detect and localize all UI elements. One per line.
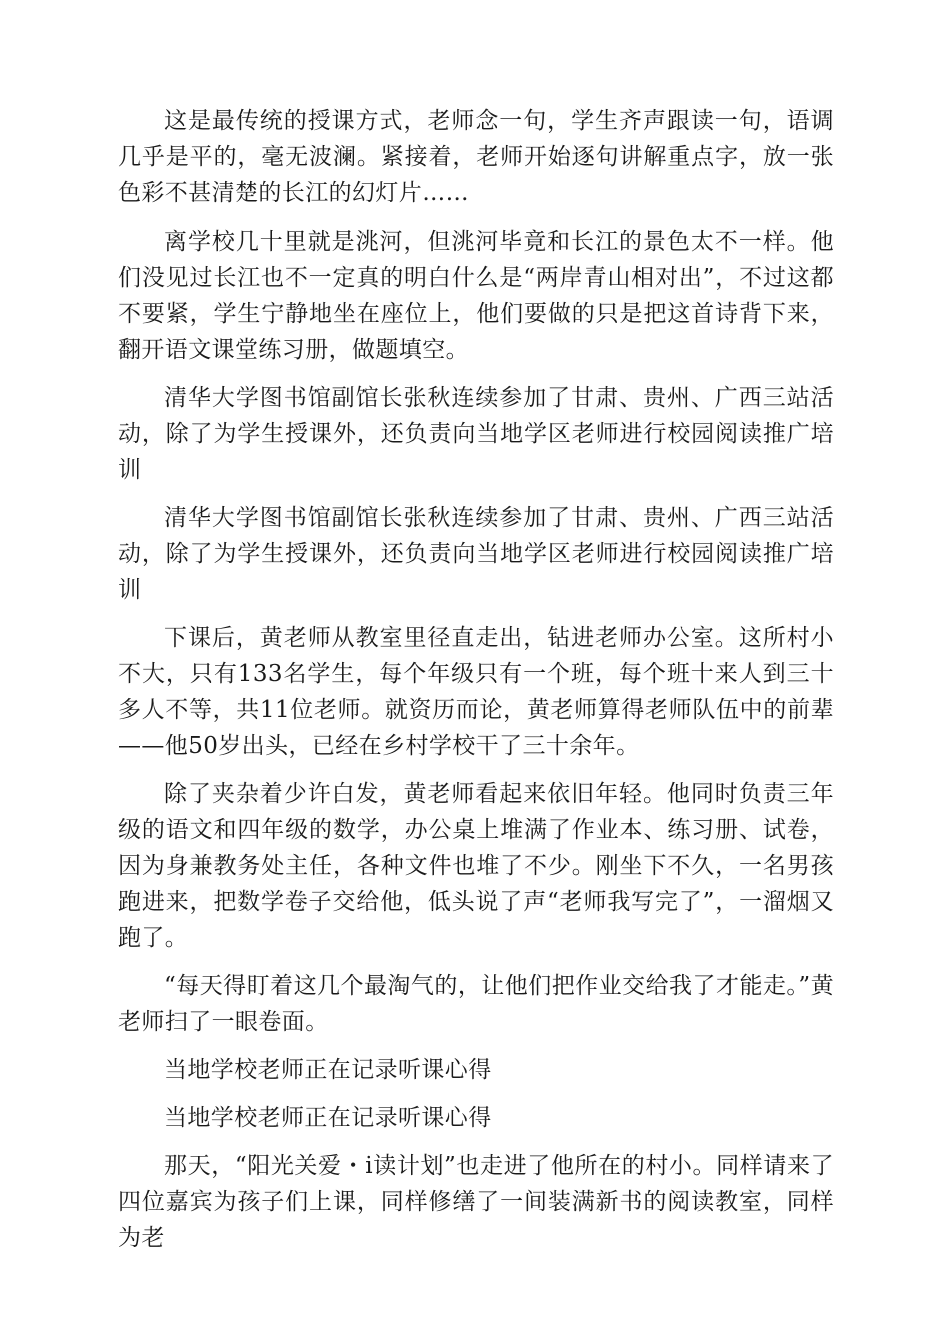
paragraph-4: 清华大学图书馆副馆长张秋连续参加了甘肃、贵州、广西三站活动，除了为学生授课外，还负责向当地学区老师进行校园阅读推广培训: [118, 505, 834, 603]
paragraph-9: 当地学校老师正在记录听课心得: [164, 1105, 492, 1131]
paragraph-7: “每天得盯着这几个最淘气的，让他们把作业交给我了才能走。”黄老师扫了一眼卷面。: [118, 973, 834, 1035]
paragraph-8: 当地学校老师正在记录听课心得: [164, 1057, 492, 1083]
paragraph-2: 离学校几十里就是洮河，但洮河毕竟和长江的景色太不一样。他们没见过长江也不一定真的明白什么是“两岸青山相对出”，不过这都不要紧，学生宁静地坐在座位上，他们要做的只是把这首诗背下来，翻开语文课堂练习册，做题填空。: [118, 229, 834, 363]
paragraph-3: 清华大学图书馆副馆长张秋连续参加了甘肃、贵州、广西三站活动，除了为学生授课外，还负责向当地学区老师进行校园阅读推广培训: [118, 385, 834, 483]
paragraph-1: 这是最传统的授课方式，老师念一句，学生齐声跟读一句，语调几乎是平的，毫无波澜。紧接着，老师开始逐句讲解重点字，放一张色彩不甚清楚的长江的幻灯片……: [118, 108, 834, 206]
paragraph-10: 那天，“阳光关爱・i读计划”也走进了他所在的村小。同样请来了四位嘉宾为孩子们上课，同样修缮了一间装满新书的阅读教室，同样为老: [118, 1153, 834, 1251]
paragraph-6: 除了夹杂着少许白发，黄老师看起来依旧年轻。他同时负责三年级的语文和四年级的数学，办公桌上堆满了作业本、练习册、试卷，因为身兼教务处主任，各种文件也堆了不少。刚坐下不久，一名男孩跑进来，把数学卷子交给他，低头说了声“老师我写完了”，一溜烟又跑了。: [118, 781, 834, 951]
paragraph-5: 下课后，黄老师从教室里径直走出，钻进老师办公室。这所村小不大，只有133名学生，每个年级只有一个班，每个班十来人到三十多人不等，共11位老师。就资历而论，黄老师算得老师队伍中的前辈——他50岁出头，已经在乡村学校干了三十余年。: [118, 625, 834, 759]
article-body: [118, 103, 834, 1268]
